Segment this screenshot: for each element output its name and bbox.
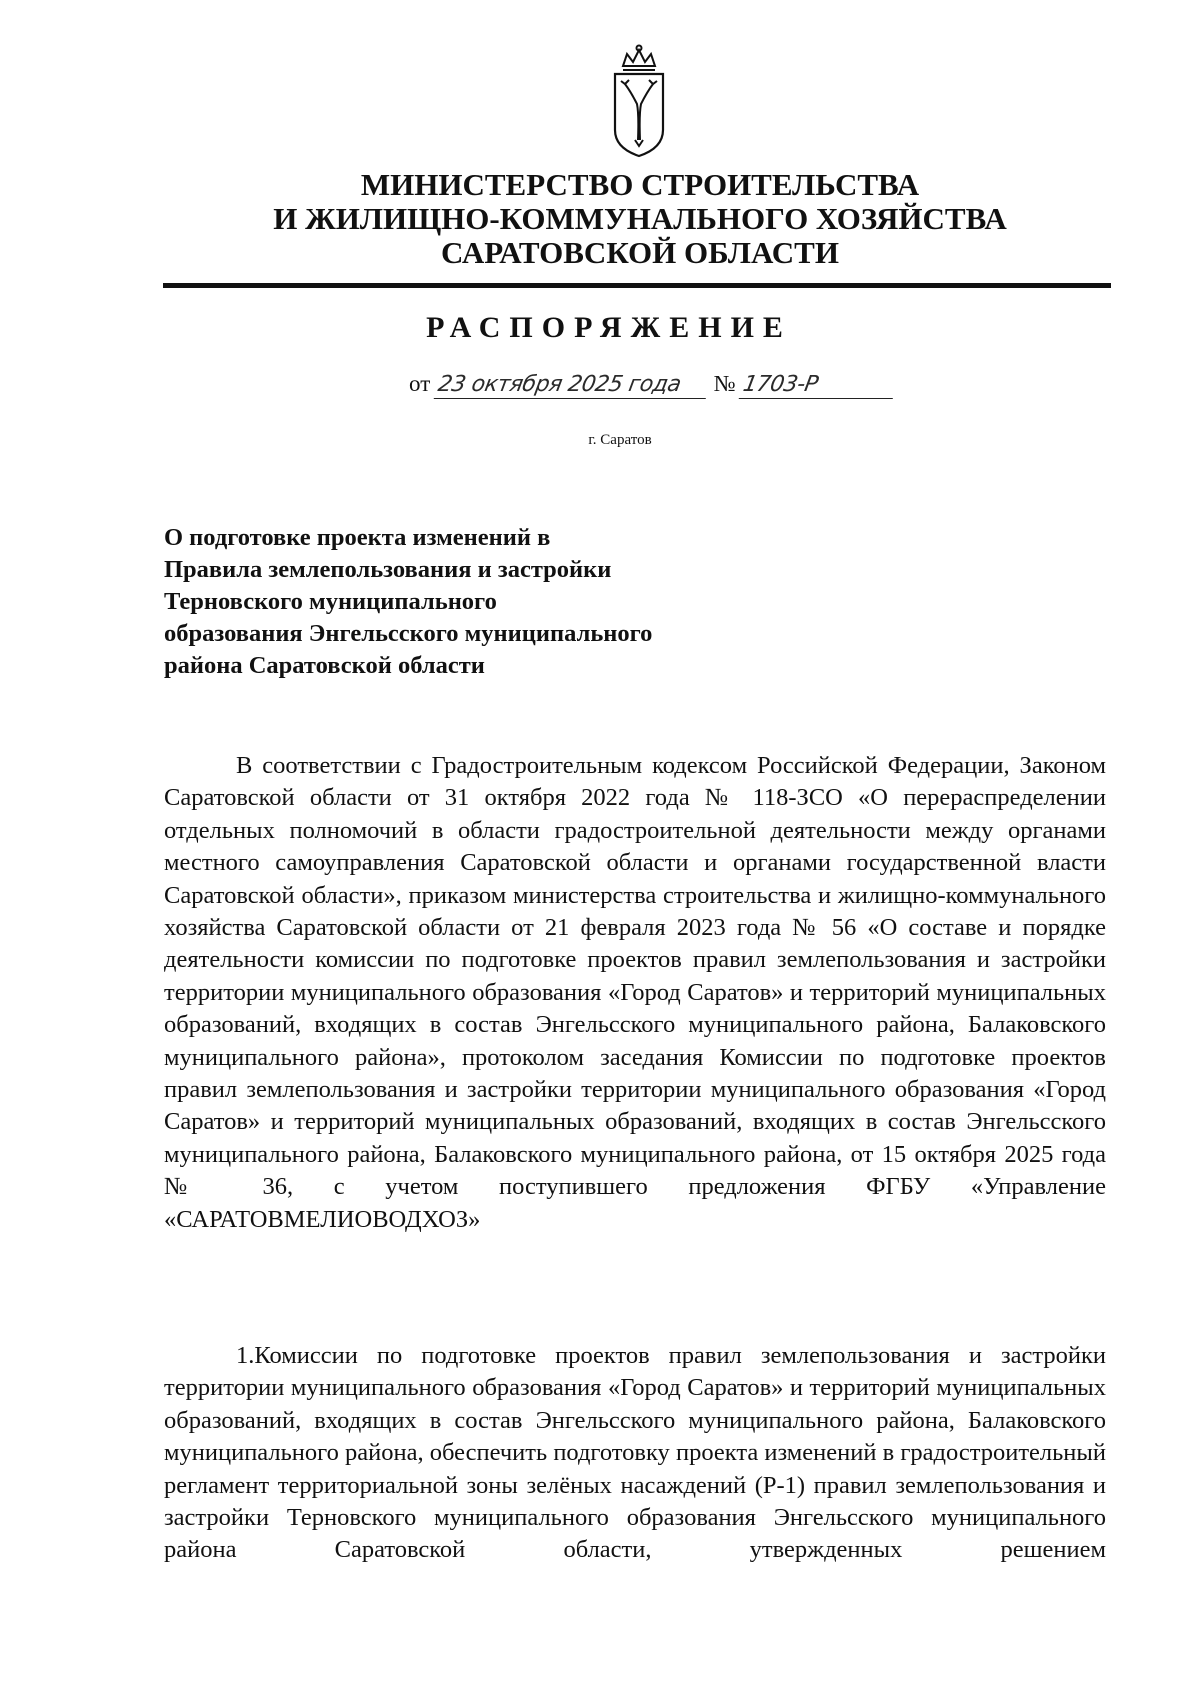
header-divider: [163, 283, 1111, 288]
subject-line-5: района Саратовской области: [164, 652, 485, 679]
item-1-paragraph: 1.Комиссии по подготовке проектов правил землепользования и застройки территории муниципального образования «Город Саратов» и территорий муниципальных образований, входящих в состав Энгельсского муниципального района, Балаковского муниципального района, обеспечить подготовку проекта изменений в градостроительный регламент территориальной зоны зелёных насаждений (Р-1) правил землепользования и застройки Терновского муниципального образования Энгельсского муниципального района Саратовской области, утвержденных решением: [164, 1342, 1106, 1564]
preamble-paragraph: В соответствии с Градостроительным кодексом Российской Федерации, Законом Саратовской области от 31 октября 2022 года № 118-ЗСО «О перераспределении отдельных полномочий в области градостроительной деятельности между органами местного самоуправления Саратовской области и органами государственной власти Саратовской области», приказом министерства строительства и жилищно-коммунального хозяйства Саратовской области от 21 февраля 2023 года № 56 «О составе и порядке деятельности комиссии по подготовке проектов правил землепользования и застройки территории муниципального образования «Город Саратов» и территорий муниципальных образований, входящих в состав Энгельсского муниципального района, Балаковского муниципального района», протоколом заседания Комиссии по подготовке проектов правил землепользования и застройки территории муниципального образования «Город Саратов» и территорий муниципальных образований, входящих в состав Энгельсского муниципального района, Балаковского муниципального района, от 15 октября 2025 года № 36, с учетом поступившего предложения ФГБУ «Управление «САРАТОВМЕЛИОВОДХОЗ»: [164, 752, 1106, 1233]
ministry-title-line-2: И ЖИЛИЩНО-КОММУНАЛЬНОГО ХОЗЯЙСТВА: [273, 201, 1007, 236]
ministry-title: [150, 168, 1130, 270]
handwritten-date: 23 октября 2025 года: [434, 373, 711, 399]
document-subject: [164, 522, 652, 682]
subject-line-2: Правила землепользования и застройки: [164, 556, 612, 583]
coat-of-arms-emblem: [609, 44, 669, 160]
ministry-title-line-1: МИНИСТЕРСТВО СТРОИТЕЛЬСТВА: [360, 167, 920, 202]
ministry-title-line-3: САРАТОВСКОЙ ОБЛАСТИ: [441, 235, 839, 270]
number-prefix: №: [713, 371, 736, 396]
subject-line-1: О подготовке проекта изменений в: [164, 524, 551, 551]
handwritten-number: 1703-Р: [739, 373, 898, 399]
date-prefix: от: [409, 371, 431, 396]
city: г. Саратов: [588, 432, 652, 448]
date-number-line: [409, 371, 895, 399]
subject-line-3: Терновского муниципального: [164, 588, 497, 615]
document-type: РАСПОРЯЖЕНИЕ: [426, 311, 792, 344]
subject-line-4: образования Энгельсского муниципального: [164, 620, 653, 647]
